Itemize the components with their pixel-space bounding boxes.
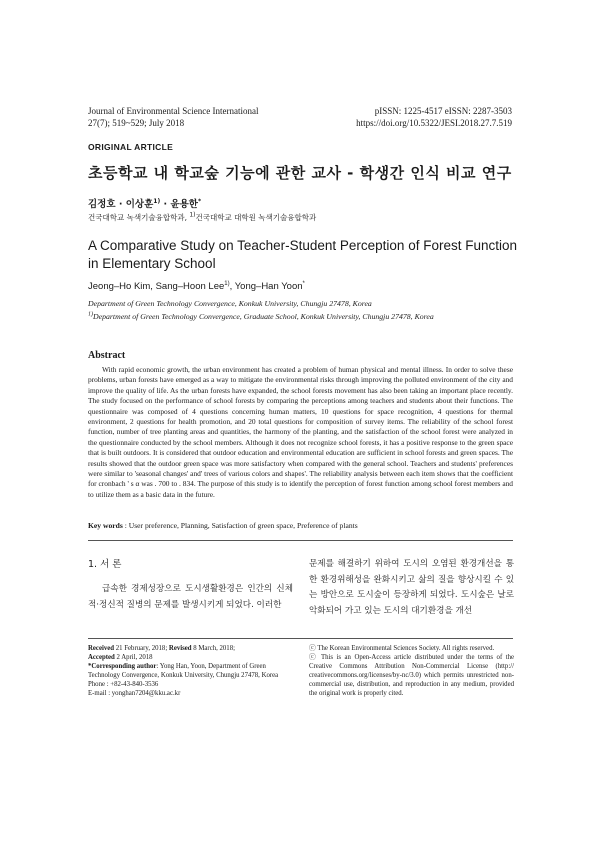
title-korean: 초등학교 내 학교숲 기능에 관한 교사 - 학생간 인식 비교 연구 (88, 164, 512, 182)
affil-en-line2-wrap (88, 310, 434, 323)
journal-name: Journal of Environmental Science International (88, 106, 259, 116)
title-english: A Comparative Study on Teacher-Student Perception of Forest Function in Elementary School (88, 238, 517, 271)
footnote-dates (88, 644, 288, 698)
affil-ko-sup: 1) (189, 211, 196, 219)
affiliation-english (88, 297, 434, 323)
author-sup-2: * (197, 197, 202, 205)
intro-right-column: 문제를 해결하기 위하여 도시의 오염된 환경개선을 통한 환경위해성을 완화시키고 삶의 질을 향상시킬 수 있는 방안으로 도시숲이 등장하게 되었다. 도시숲은 날로 악화되어 가고 있는 도시의 대기환경을 개선 (309, 559, 514, 617)
affil-ko-2: 건국대학교 대학원 녹색기술융합학과 (195, 213, 317, 222)
license: ⓒ This is an Open-Access article distributed under the terms of the Creative Commons Attribution Non-Commercial License (http:// creativecommons.org/licenses/by-nc/3.0) which permits unrestricted non-commercial use, distribution, and reproduction in any medium, provided the original work is properly cited. (309, 654, 514, 697)
author-en-1: Jeong–Ho Kim, Sang–Hoon Lee (88, 281, 225, 292)
dates-line (88, 644, 288, 653)
keywords-text: : User preference, Planning, Satisfaction of green space, Preference of plants (122, 521, 358, 530)
accepted-line (88, 653, 288, 662)
affil-ko-1: 건국대학교 녹색기술융합학과, (88, 213, 190, 222)
affil-en-sup: 1) (88, 311, 93, 318)
affil-en-line1: Department of Green Technology Convergence, Konkuk University, Chungju 27478, Korea (88, 299, 372, 308)
author-en-sup-1: 1) (224, 280, 230, 287)
abstract-heading: Abstract (88, 350, 126, 361)
revised-label: Revised (168, 645, 192, 652)
journal-issn: pISSN: 1225-4517 eISSN: 2287-3503 (374, 106, 512, 116)
phone: Phone : +82-43-840-3536 (88, 681, 159, 688)
abstract-body: With rapid economic growth, the urban environment has created a problem of human physical and mental illness. In order to solve these problems, urban forests have emerged as a way to mitigate the environmental risks through improving the polluted environment of the city and improve the quality of life. As the urban forests have expanded, the school forests movement has also been taking an important place recently. The study focused on the performance of school forests by comparing the perceptions among teachers and students about their functions. The questionnaire was composed of 4 questions concerning human matters, 10 questions for space recognition, 4 questions for thermal environment, 2 questions for health promotion, and 20 total questions for composition of survey items. The reliability of the school forest function, number of tree planting areas and quantities, the harmony of the planting, and the satisfaction of the school forest were analyzed in the questionnaire conducted by the school members. Although it does not recognize school forests, it has a positive response to the green space that is built outdoors. It is considered that outdoor education and environmental education are sufficient in school forests and green spaces. The results showed that the outdoor green space was more satisfactory when compared with the general school. Teachers and students' preferences were similar to 'seasonal changes' and' trees of various colors and shapes'. The reliability analysis between each item shows that the coefficient for cronbach ' s α was . 700 to . 834. The purpose of this study is to identify the perception of forest function among school forest members and to utilize them as a basic data in the future. (88, 365, 513, 499)
journal-doi[interactable]: https://doi.org/10.5322/JESI.2018.27.7.519 (356, 118, 512, 128)
corr-label: *Corresponding author (88, 663, 157, 670)
journal-ids (356, 105, 512, 129)
journal-volume: 27(7); 519~529; July 2018 (88, 118, 185, 128)
author-en-sup-2: * (302, 280, 305, 287)
received-label: Received (88, 645, 115, 652)
revised-date: 8 March, 2018; (191, 645, 235, 652)
copyright: ⓒ The Korean Environmental Sciences Society. All rights reserved. (309, 645, 495, 652)
authors-korean (88, 196, 201, 210)
corresponding-author (88, 662, 288, 680)
keywords (88, 521, 513, 530)
accepted-label: Accepted (88, 654, 115, 661)
author-names-1: 김정호 · 이상훈 (88, 199, 154, 210)
author-names-2: · 윤용한 (160, 199, 198, 210)
section-heading: 1. 서 론 (88, 559, 122, 570)
author-sup-1: 1) (153, 197, 161, 205)
article-type: ORIGINAL ARTICLE (88, 142, 174, 152)
email[interactable]: E-mail : yonghan7204@kku.ac.kr (88, 690, 181, 697)
journal-info (88, 105, 258, 129)
affiliation-korean (88, 212, 316, 223)
footnote-license (309, 644, 514, 698)
accepted-date: 2 April, 2018 (114, 654, 153, 661)
footnote-divider (88, 638, 513, 639)
received-date: 21 February, 2018; (114, 645, 169, 652)
keywords-label: Key words (88, 521, 123, 530)
affil-en-line2: Department of Green Technology Convergence, Graduate School, Konkuk University, Chungju 27478, Korea (93, 312, 434, 321)
intro-left-column: 급속한 경제성장으로 도시생활환경은 인간의 신체적·정신적 질병의 문제를 발생시키게 되었다. 이러한 (88, 584, 293, 610)
corr-text: : Yong Han, Yoon, Department of Green Technology Convergence, Konkuk University, Chungju 27478, Korea (88, 663, 279, 679)
authors-english (88, 281, 305, 292)
author-en-2: , Yong–Han Yoon (229, 281, 303, 292)
divider (88, 540, 513, 541)
